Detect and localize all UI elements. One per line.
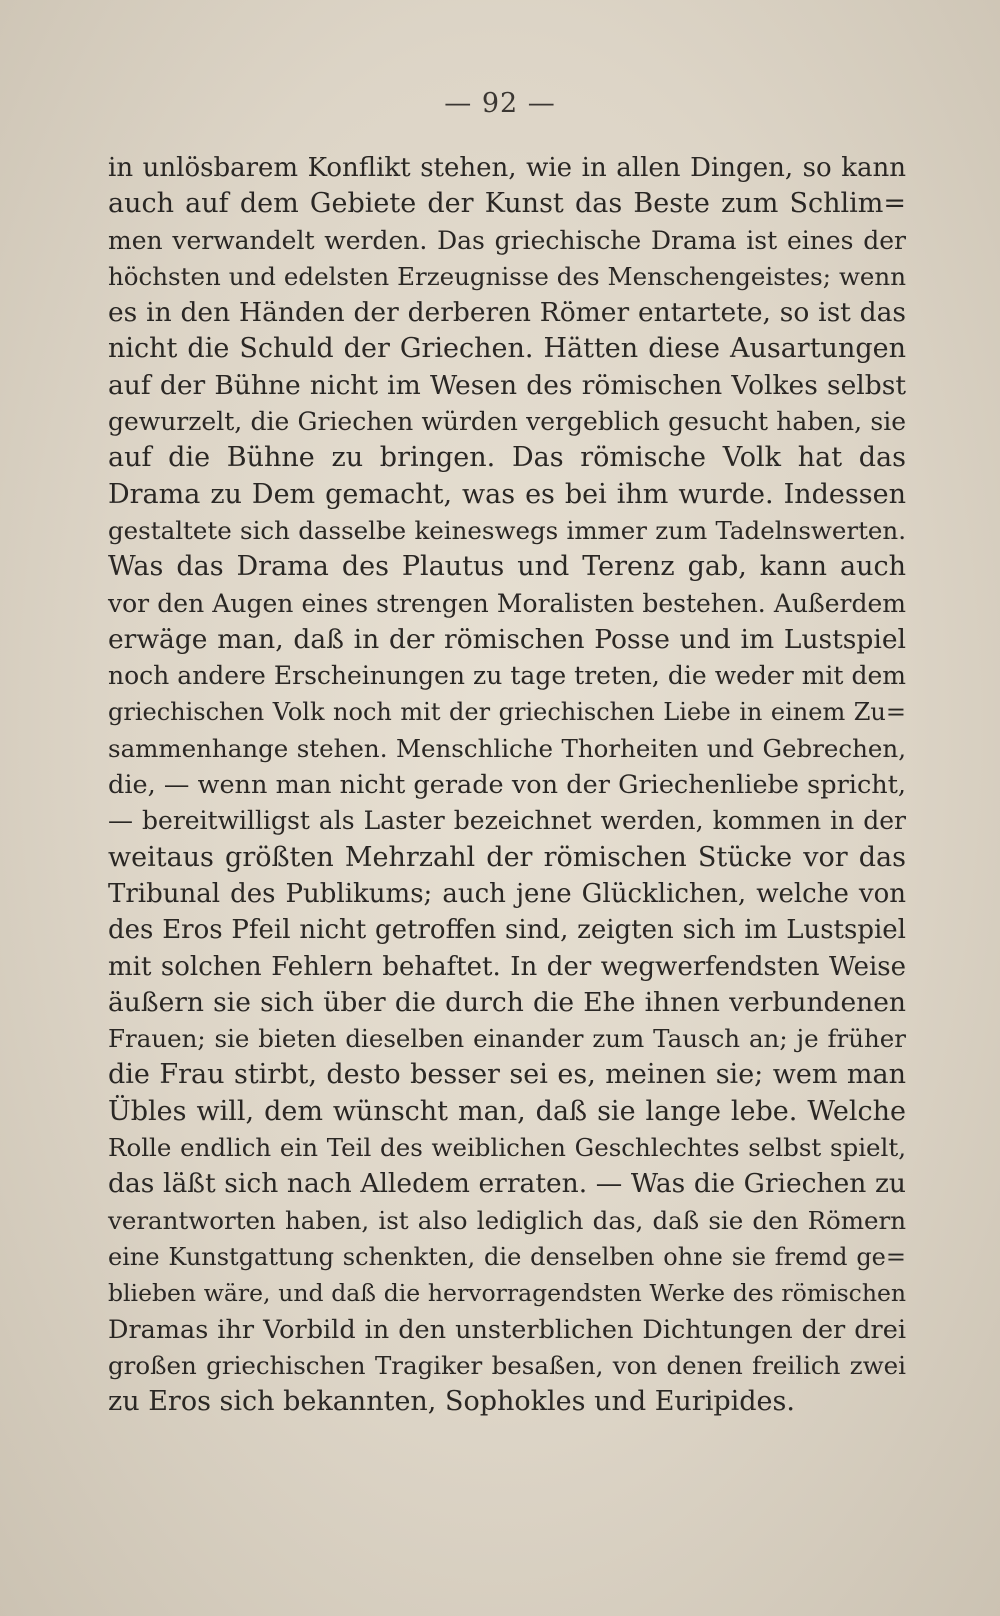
text-line: in unlösbarem Konflikt stehen, wie in allen Dingen, so kann <box>108 153 906 183</box>
text-line: es in den Händen der derberen Römer entartete, so ist das <box>108 297 906 329</box>
text-line: äußern sie sich über die durch die Ehe ihnen verbundenen <box>108 986 906 1018</box>
text-line: Dramas ihr Vorbild in den unsterblichen Dichtungen der drei <box>108 1314 906 1345</box>
text-line: gewurzelt, die Griechen würden vergeblich gesucht haben, sie <box>108 407 906 437</box>
text-line: Drama zu Dem gemacht, was es bei ihm wurde. Indessen <box>108 478 906 510</box>
text-line: nicht die Schuld der Griechen. Hätten diese Ausartungen <box>108 333 906 365</box>
page-number: — 92 — <box>444 88 556 119</box>
text-line: mit solchen Fehlern behaftet. In der wegwerfendsten Weise <box>108 951 906 982</box>
text-line: sammenhange stehen. Menschliche Thorheiten und Gebrechen, <box>108 733 906 763</box>
text-line: verantworten haben, ist also lediglich das, daß sie den Römern <box>108 1205 906 1235</box>
text-line: men verwandelt werden. Das griechische Drama ist eines der <box>108 225 906 255</box>
text-line: erwäge man, daß in der römischen Posse und im Lustspiel <box>108 623 906 655</box>
text-line: vor den Augen eines strengen Moralisten bestehen. Außerdem <box>108 588 906 618</box>
text-line: zu Eros sich bekannten, Sophokles und Euripides. <box>108 1386 795 1418</box>
text-line: blieben wäre, und daß die hervorragendsten Werke des römischen <box>108 1279 906 1308</box>
text-line: — bereitwilligst als Laster bezeichnet werden, kommen in der <box>108 806 906 836</box>
text-line: höchsten und edelsten Erzeugnisse des Menschengeistes; wenn <box>108 261 906 291</box>
text-line: die Frau stirbt, desto besser sei es, meinen sie; wem man <box>108 1059 906 1091</box>
text-line: eine Kunstgattung schenkten, die denselben ohne sie fremd ge= <box>108 1242 906 1271</box>
text-line: weitaus größten Mehrzahl der römischen Stücke vor das <box>108 841 906 873</box>
body-paragraph <box>108 150 906 1420</box>
text-line: Übles will, dem wünscht man, daß sie lange lebe. Welche <box>108 1095 906 1127</box>
text-line: Rolle endlich ein Teil des weiblichen Geschlechtes selbst spielt, <box>108 1133 906 1163</box>
text-line: Tribunal des Publikums; auch jene Glücklichen, welche von <box>108 878 906 909</box>
text-line: Frauen; sie bieten dieselben einander zum Tausch an; je früher <box>108 1024 906 1054</box>
text-line: Was das Drama des Plautus und Terenz gab, kann auch <box>108 551 906 583</box>
text-line: das läßt sich nach Alledem erraten. — Was die Griechen zu <box>108 1168 906 1200</box>
text-line: großen griechischen Tragiker besaßen, von denen freilich zwei <box>108 1350 906 1380</box>
text-line: auf die Bühne zu bringen. Das römische Volk hat das <box>108 442 906 474</box>
text-line: griechischen Volk noch mit der griechischen Liebe in einem Zu= <box>108 698 906 727</box>
text-line: auf der Bühne nicht im Wesen des römischen Volkes selbst <box>108 369 906 401</box>
text-line: gestaltete sich dasselbe keineswegs immer zum Tadelnswerten. <box>108 515 906 545</box>
text-line: des Eros Pfeil nicht getroffen sind, zeigten sich im Lustspiel <box>108 915 906 946</box>
text-line: noch andere Erscheinungen zu tage treten, die weder mit dem <box>108 661 906 691</box>
text-line: auch auf dem Gebiete der Kunst das Beste zum Schlim= <box>108 188 906 220</box>
text-line: die, — wenn man nicht gerade von der Griechenliebe spricht, <box>108 770 906 801</box>
